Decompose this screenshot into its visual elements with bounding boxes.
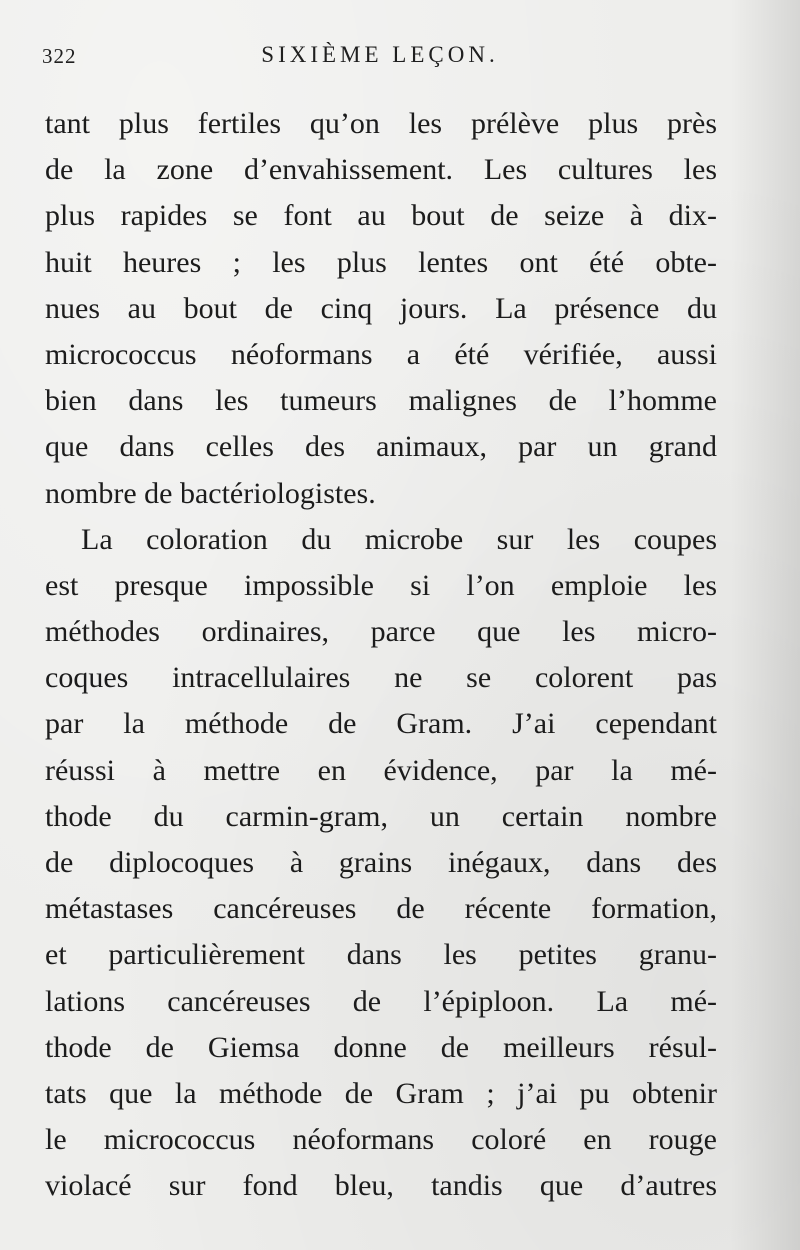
text-line: bien dans les tumeurs malignes de l’homme [45, 384, 717, 418]
page-header [0, 40, 800, 76]
running-title: SIXIÈME LEÇON. [261, 42, 499, 67]
text-line: par la méthode de Gram. J’ai cependant [45, 707, 717, 741]
text-line: nues au bout de cinq jours. La présence du [45, 291, 717, 325]
text-line: violacé sur fond bleu, tandis que d’autres [45, 1169, 717, 1203]
text-line: lations cancéreuses de l’épiploon. La mé- [45, 984, 717, 1018]
text-line: de diplocoques à grains inégaux, dans des [45, 846, 717, 879]
text-line: huit heures ; les plus lentes ont été obte- [45, 245, 717, 279]
page-number: 322 [42, 44, 77, 68]
text-line: est presque impossible si l’on emploie les [45, 568, 717, 602]
text-line: que dans celles des animaux, par un grand [45, 430, 717, 464]
paragraph-start-line: La coloration du microbe sur les coupes [81, 522, 717, 556]
body-text [45, 101, 717, 1210]
text-line: thode de Giemsa donne de meilleurs résul- [45, 1030, 717, 1064]
paragraph-end-line: nombre de bactériologistes. [45, 476, 376, 510]
text-line: méthodes ordinaires, parce que les micro- [45, 615, 717, 649]
text-line: et particulièrement dans les petites granu- [45, 938, 717, 972]
text-line: micrococcus néoformans a été vérifiée, aussi [45, 337, 717, 371]
text-line: plus rapides se font au bout de seize à dix- [45, 199, 717, 233]
text-line: tant plus fertiles qu’on les prélève plus près [45, 107, 717, 140]
text-line: métastases cancéreuses de récente formation, [45, 892, 717, 926]
text-line: le micrococcus néoformans coloré en rouge [45, 1123, 717, 1157]
text-line: thode du carmin-gram, un certain nombre [45, 799, 717, 833]
page-edge-shadow [730, 0, 800, 1250]
text-line: de la zone d’envahissement. Les cultures les [45, 153, 717, 187]
text-line: réussi à mettre en évidence, par la mé- [45, 753, 717, 787]
text-line: tats que la méthode de Gram ; j’ai pu obtenir [45, 1076, 717, 1110]
text-line: coques intracellulaires ne se colorent pas [45, 661, 717, 695]
